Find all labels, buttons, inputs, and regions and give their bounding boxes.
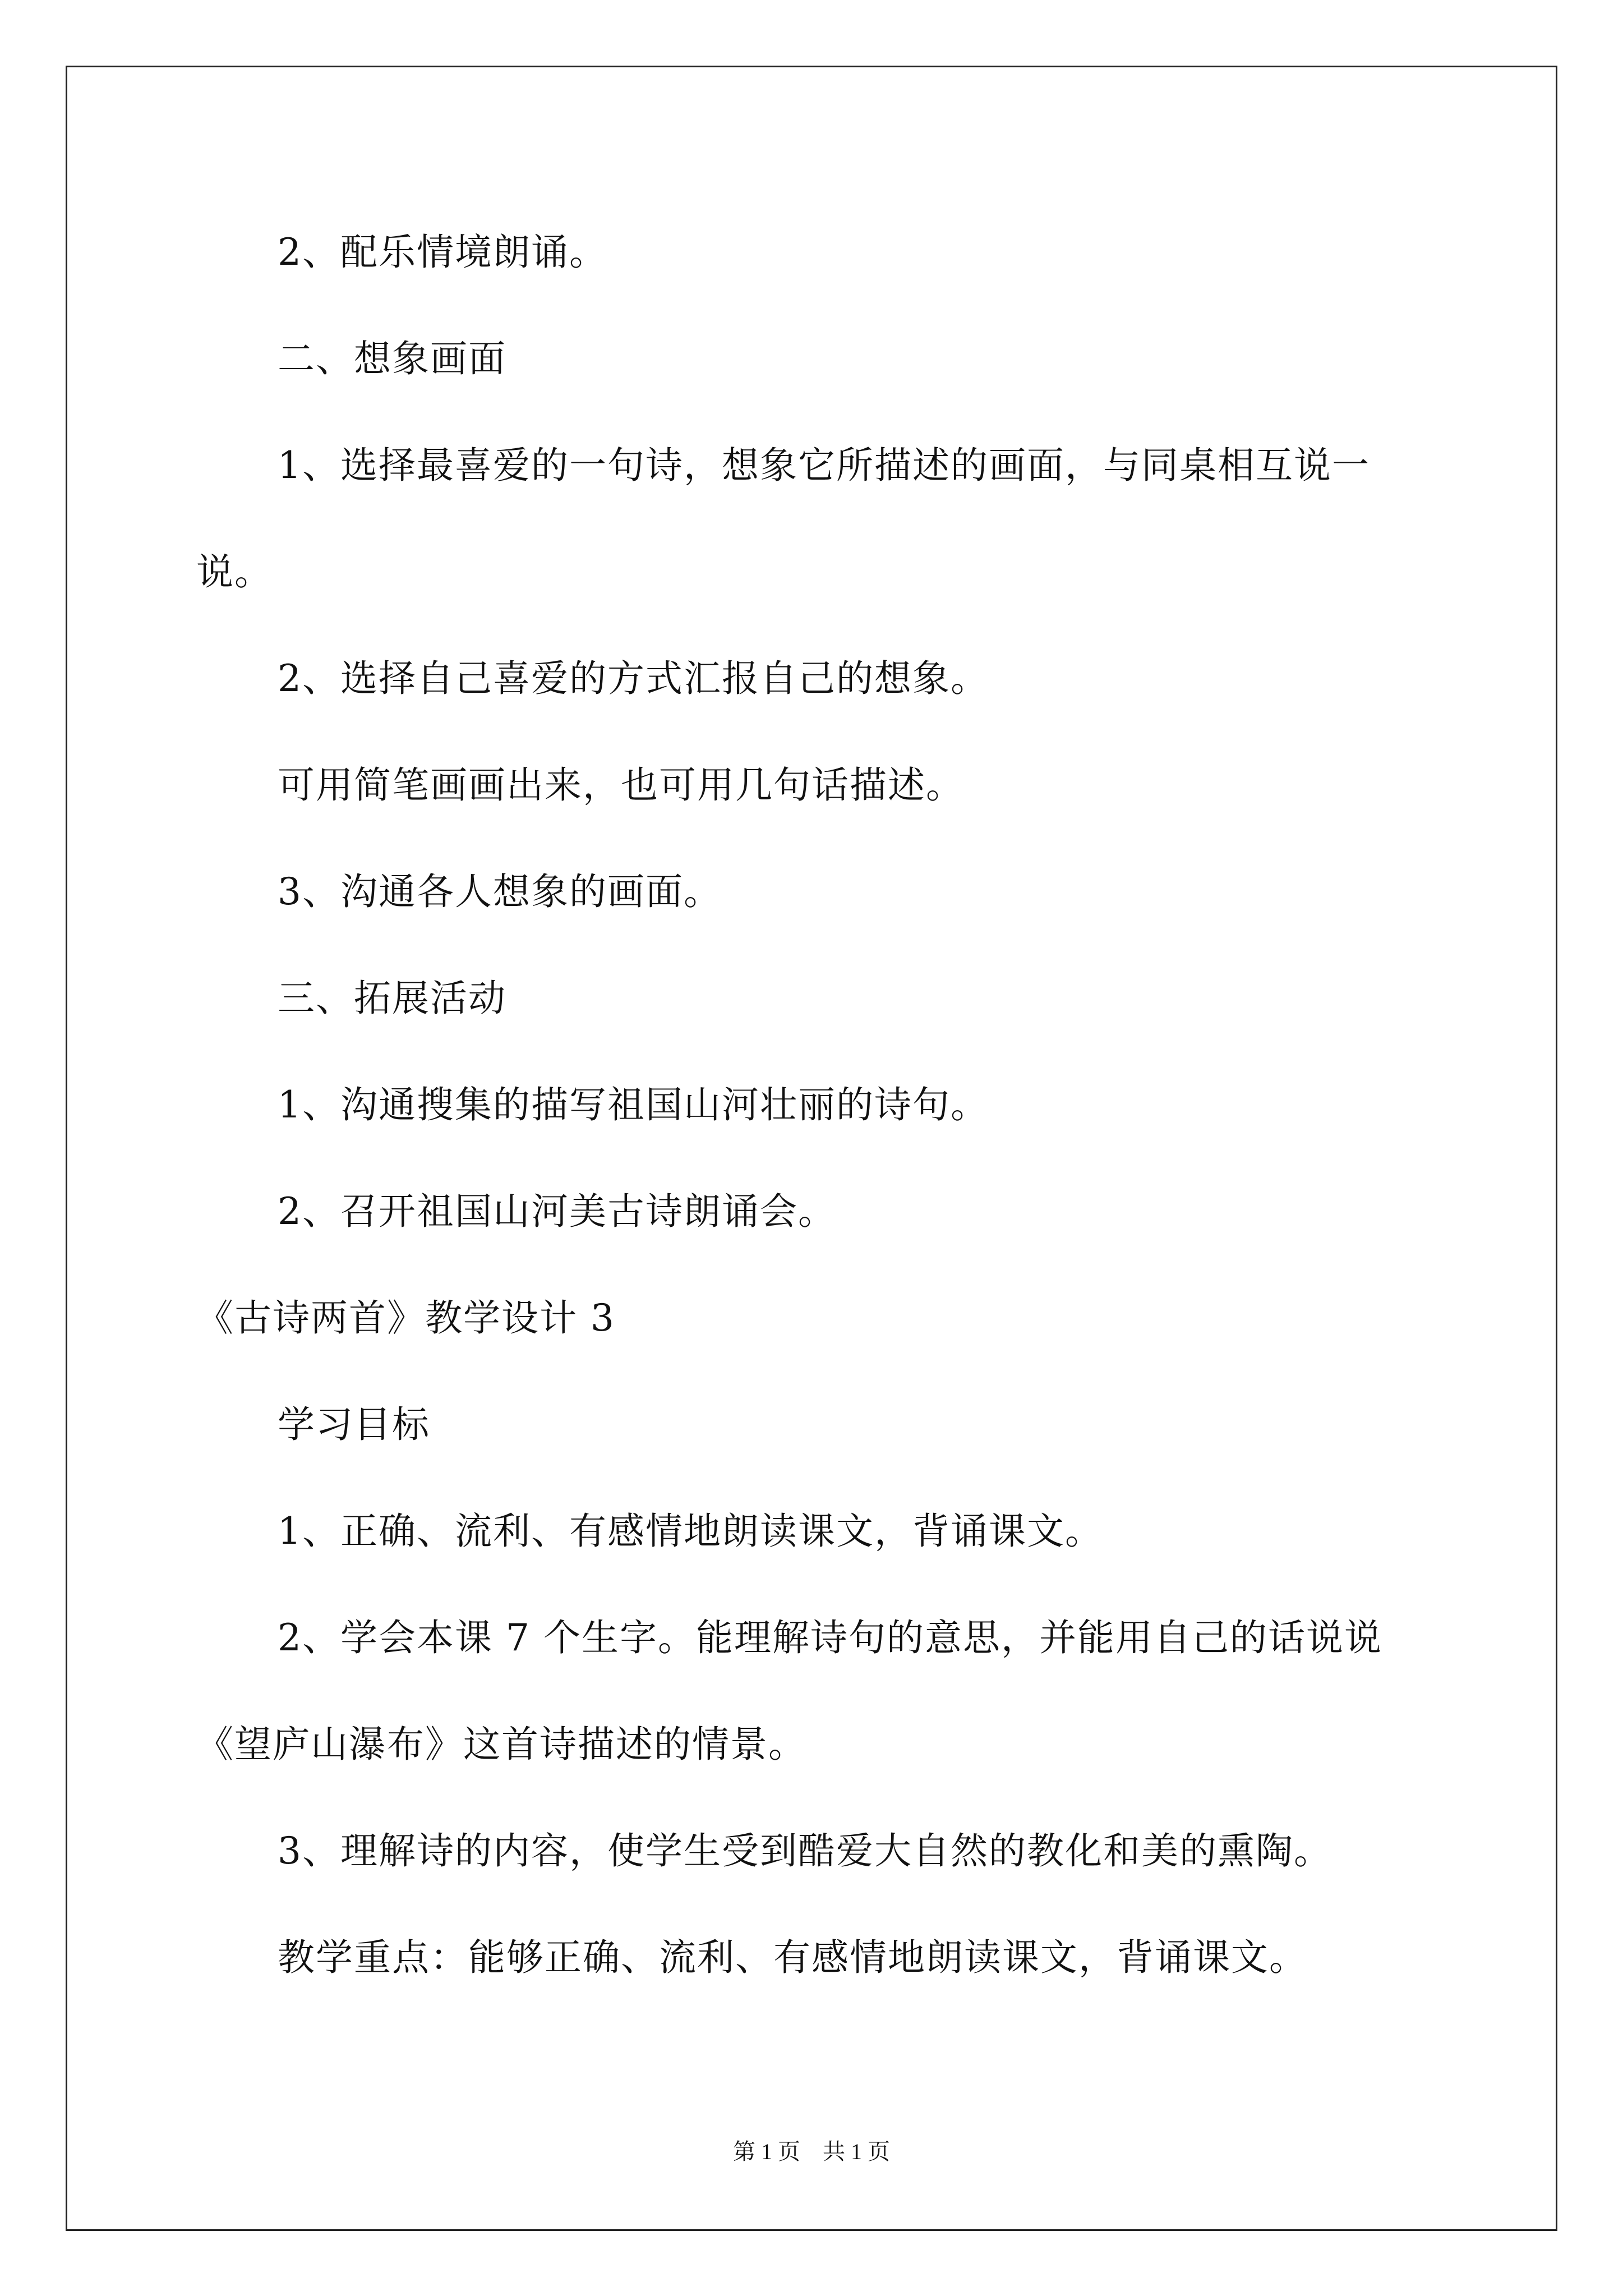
text-line-8: 1、沟通搜集的描写祖国山河壮丽的诗句。 bbox=[278, 1083, 989, 1126]
text-line-13: 2、学会本课 7 个生字。能理解诗句的意思，并能用自己的话说说 bbox=[278, 1616, 1382, 1659]
subheading-goals: 学习目标 bbox=[278, 1403, 430, 1446]
text-line-4: 2、选择自己喜爱的方式汇报自己的想象。 bbox=[278, 657, 989, 700]
text-line-12: 1、正确、流利、有感情地朗读课文，背诵课文。 bbox=[278, 1510, 1103, 1553]
text-line-3-continued: 说。 bbox=[196, 550, 273, 593]
text-line-16: 教学重点：能够正确、流利、有感情地朗读课文，背诵课文。 bbox=[278, 1936, 1307, 1979]
section-heading-2: 二、想象画面 bbox=[278, 337, 506, 380]
text-line-1: 2、配乐情境朗诵。 bbox=[278, 231, 607, 274]
text-line-13-continued: 《望庐山瀑布》这首诗描述的情景。 bbox=[196, 1723, 806, 1766]
text-line-3: 1、选择最喜爱的一句诗，想象它所描述的画面，与同桌相互说一 bbox=[278, 444, 1370, 487]
text-line-5: 可用简笔画画出来，也可用几句话描述。 bbox=[278, 763, 964, 807]
document-title: 《古诗两首》教学设计 3 bbox=[196, 1296, 615, 1340]
text-line-15: 3、理解诗的内容，使学生受到酷爱大自然的教化和美的熏陶。 bbox=[278, 1829, 1332, 1872]
page-number-footer: 第 1 页 共 1 页 bbox=[733, 2139, 890, 2164]
text-line-6: 3、沟通各人想象的画面。 bbox=[278, 870, 722, 913]
page-border bbox=[66, 66, 1557, 2231]
text-line-9: 2、召开祖国山河美古诗朗诵会。 bbox=[278, 1190, 836, 1233]
section-heading-3: 三、拓展活动 bbox=[278, 977, 506, 1020]
